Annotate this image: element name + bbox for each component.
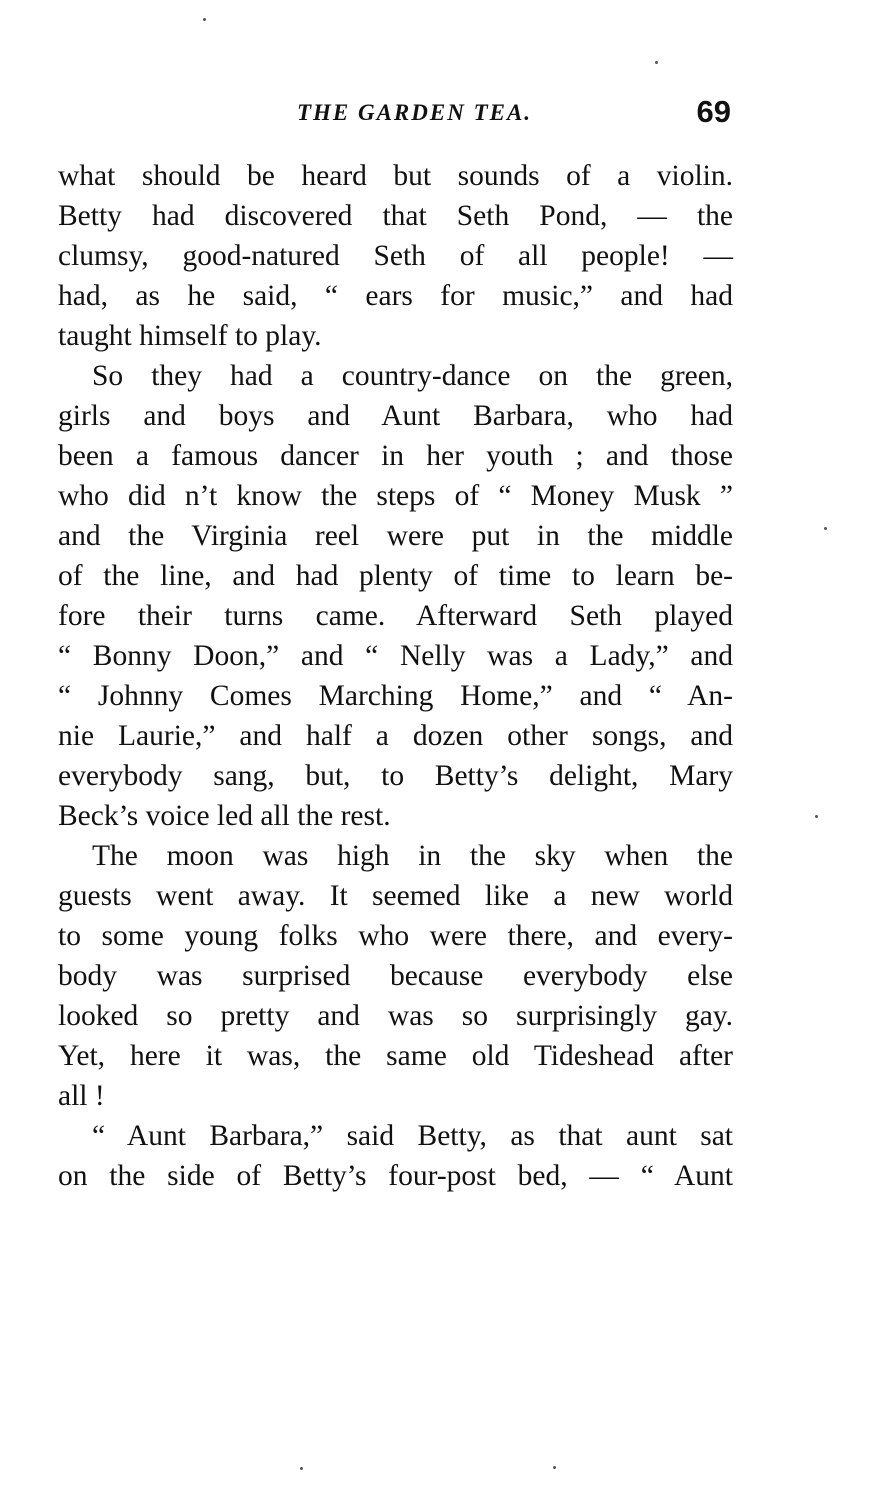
text-line: taught himself to play. [58, 320, 322, 352]
text-line: body was surprised because everybody else [58, 960, 733, 992]
text-line: “ Aunt Barbara,” said Betty, as that aunt sat [92, 1120, 733, 1152]
text-line: fore their turns came. Afterward Seth played [58, 600, 733, 632]
paper-speck [655, 61, 658, 64]
text-line: all ! [58, 1080, 105, 1112]
text-line: who did n’t know the steps of “ Money Musk ” [58, 480, 733, 512]
body-text [58, 156, 733, 1196]
paper-speck [553, 1466, 556, 1469]
text-line: on the side of Betty’s four-post bed, — “ Aunt [58, 1160, 733, 1192]
text-line: guests went away. It seemed like a new world [58, 880, 733, 912]
paper-speck [203, 18, 206, 21]
text-line: everybody sang, but, to Betty’s delight, Mary [58, 760, 733, 792]
running-head [56, 94, 733, 134]
text-line: looked so pretty and was so surprisingly gay. [58, 1000, 733, 1032]
text-line: “ Johnny Comes Marching Home,” and “ An- [58, 680, 733, 712]
text-line: Yet, here it was, the same old Tideshead after [58, 1040, 733, 1072]
text-line: Betty had discovered that Seth Pond, — the [58, 200, 733, 232]
text-line: “ Bonny Doon,” and “ Nelly was a Lady,” and [58, 640, 733, 672]
text-line: been a famous dancer in her youth ; and those [58, 440, 733, 472]
text-line: girls and boys and Aunt Barbara, who had [58, 400, 733, 432]
paper-speck [300, 1467, 303, 1470]
running-title: THE GARDEN TEA. [296, 100, 533, 125]
text-line: The moon was high in the sky when the [92, 840, 733, 872]
text-line: to some young folks who were there, and every- [58, 920, 733, 952]
text-line: nie Laurie,” and half a dozen other songs, and [58, 720, 733, 752]
text-line: and the Virginia reel were put in the middle [58, 520, 733, 552]
text-line: had, as he said, “ ears for music,” and had [58, 280, 733, 312]
text-line: Beck’s voice led all the rest. [58, 800, 391, 832]
paper-speck [815, 815, 818, 818]
text-line: of the line, and had plenty of time to learn be- [58, 560, 733, 592]
page-number: 69 [696, 94, 731, 129]
text-line: clumsy, good-natured Seth of all people! — [58, 240, 733, 272]
paper-speck [824, 527, 827, 530]
text-line: So they had a country-dance on the green, [92, 360, 733, 392]
text-line: what should be heard but sounds of a violin. [58, 160, 733, 192]
